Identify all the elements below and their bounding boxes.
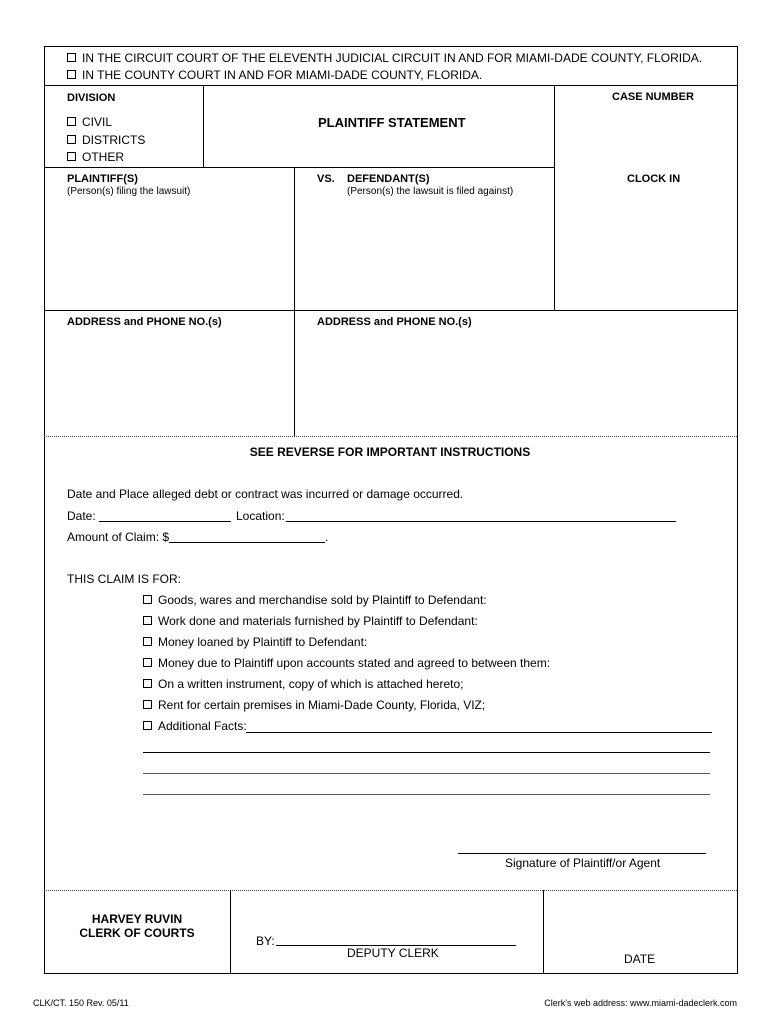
division-label: DIVISION [67,92,116,104]
case-number-label: CASE NUMBER [612,91,694,103]
divider [44,310,737,311]
plaintiff-label: PLAINTIFF(S) [67,173,138,185]
division-civil-label: CIVIL [82,115,113,129]
form-title: PLAINTIFF STATEMENT [318,115,466,130]
divider [543,890,544,973]
checkbox[interactable] [143,721,152,730]
checkbox[interactable] [143,595,152,604]
dotted-divider [44,890,737,891]
checkbox[interactable] [67,135,76,144]
checkbox[interactable] [67,70,76,79]
clock-in-label: CLOCK IN [627,173,681,185]
dotted-divider [44,436,737,437]
county-court-option[interactable] [67,68,482,82]
division-other-label: OTHER [82,150,124,164]
clerk-name: HARVEY RUVIN [91,912,183,926]
date-place-instruction: Date and Place alleged debt or contract was incurred or damage occurred. [67,487,464,501]
checkbox[interactable] [143,616,152,625]
additional-facts-line[interactable] [246,732,712,733]
defendant-address-field[interactable] [296,332,734,432]
division-districts-label: DISTRICTS [82,133,146,147]
divider [230,890,231,973]
case-number-field[interactable] [556,106,734,162]
amount-label: Amount of Claim: $ [67,530,170,544]
defendant-sublabel: (Person(s) the lawsuit is filed against) [347,186,514,197]
divider [554,85,555,310]
clerk-title: CLERK OF COURTS [79,926,195,940]
clerk-website: Clerk's web address: www.miami-dadeclerk.com [544,998,737,1008]
checkbox[interactable] [67,117,76,126]
division-civil-option[interactable] [67,115,112,129]
division-districts-option[interactable] [67,133,145,147]
defendant-address-label: ADDRESS and PHONE NO.(s) [317,316,472,328]
plaintiff-sublabel: (Person(s) filing the lawsuit) [67,186,191,197]
additional-facts-line[interactable] [143,794,710,795]
defendant-name-field[interactable] [296,200,552,308]
claim-option-label: Rent for certain premises in Miami-Dade County, Florida, VIZ; [158,698,486,712]
defendant-label: DEFENDANT(S) [347,173,430,185]
deputy-clerk-label: DEPUTY CLERK [347,946,439,960]
claim-option-loan[interactable] [143,635,367,649]
claim-option-additional[interactable] [143,719,247,733]
claim-option-rent[interactable] [143,698,485,712]
division-other-option[interactable] [67,150,124,164]
location-field[interactable] [286,521,676,522]
additional-facts-line[interactable] [143,752,710,753]
amount-suffix: . [325,530,329,544]
clock-in-field[interactable] [556,190,734,308]
date-label: Date: [67,509,96,523]
county-court-label: IN THE COUNTY COURT IN AND FOR MIAMI-DADE COUNTY, FLORIDA. [82,68,483,82]
plaintiff-address-label: ADDRESS and PHONE NO.(s) [67,316,222,328]
checkbox[interactable] [67,152,76,161]
claim-option-work[interactable] [143,614,478,628]
divider [203,85,204,167]
plaintiff-address-field[interactable] [46,332,292,432]
circuit-court-label: IN THE CIRCUIT COURT OF THE ELEVENTH JUDICIAL CIRCUIT IN AND FOR MIAMI-DADE COUNTY, FLORIDA. [82,51,703,65]
claim-option-written-instrument[interactable] [143,677,463,691]
checkbox[interactable] [143,658,152,667]
by-label: BY: [256,934,275,948]
plaintiff-name-field[interactable] [46,200,292,308]
location-label: Location: [236,509,285,523]
claim-option-goods[interactable] [143,593,487,607]
vs-label: VS. [317,173,335,185]
claim-option-label: Work done and materials furnished by Plaintiff to Defendant: [158,614,478,628]
reverse-notice: SEE REVERSE FOR IMPORTANT INSTRUCTIONS [249,445,531,459]
claim-for-label: THIS CLAIM IS FOR: [67,572,182,586]
claim-option-label: Money loaned by Plaintiff to Defendant: [158,635,368,649]
checkbox[interactable] [67,53,76,62]
checkbox[interactable] [143,679,152,688]
signature-label: Signature of Plaintiff/or Agent [505,856,661,870]
amount-field[interactable] [169,542,325,543]
circuit-court-option[interactable] [67,51,702,65]
date-field[interactable] [99,521,231,522]
claim-option-label: Money due to Plaintiff upon accounts stated and agreed to between them: [158,656,551,670]
claim-option-accounts[interactable] [143,656,550,670]
form-number: CLK/CT. 150 Rev. 05/11 [33,998,129,1008]
claim-option-label: Goods, wares and merchandise sold by Plaintiff to Defendant: [158,593,487,607]
divider [44,85,737,86]
claim-option-label: On a written instrument, copy of which is attached hereto; [158,677,464,691]
signature-line[interactable] [458,853,706,854]
divider [294,167,295,436]
checkbox[interactable] [143,637,152,646]
divider [44,167,555,168]
date-footer-label: DATE [624,952,656,966]
checkbox[interactable] [143,700,152,709]
additional-facts-line[interactable] [143,773,710,774]
claim-option-label: Additional Facts: [158,719,247,733]
